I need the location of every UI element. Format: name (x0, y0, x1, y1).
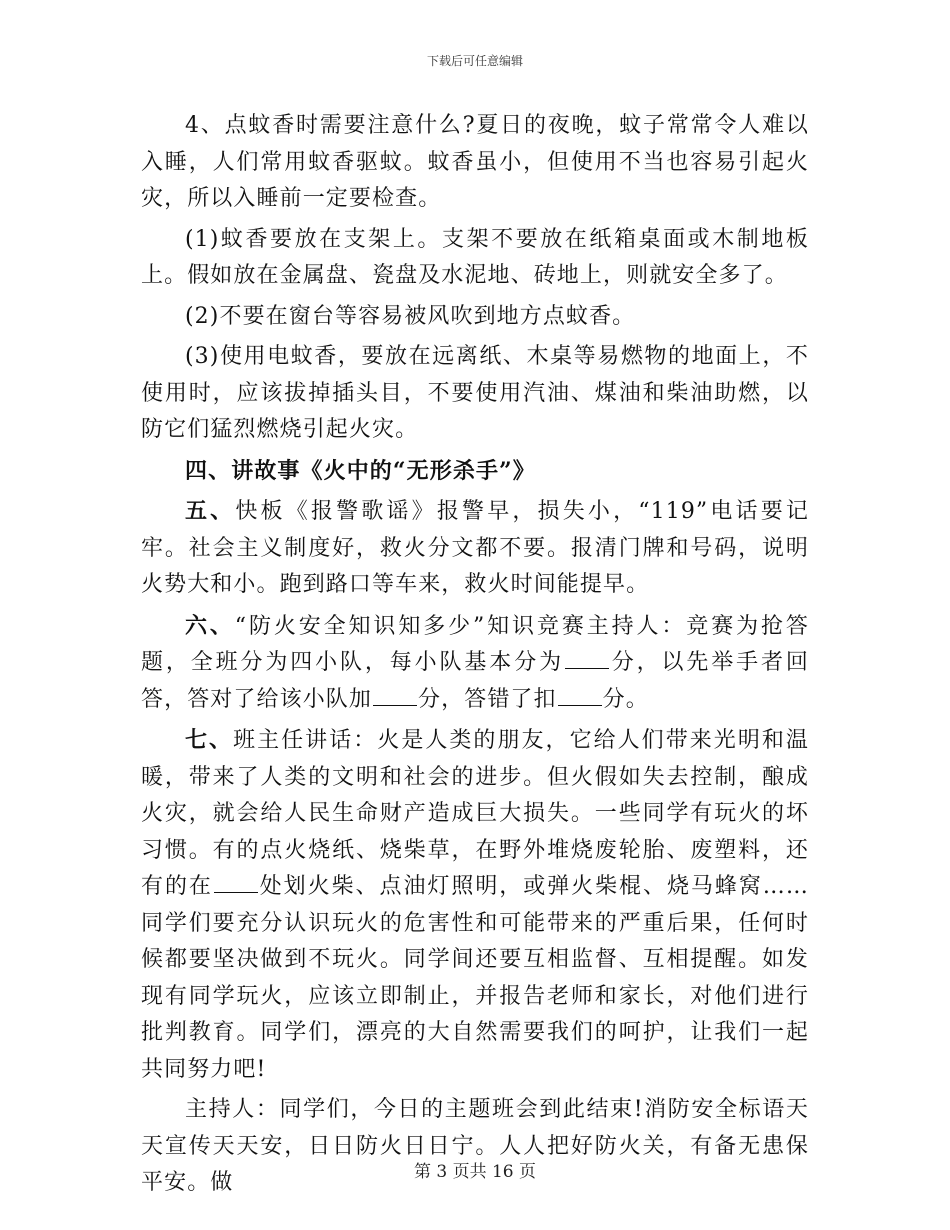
section-six-number: 六、 (185, 612, 235, 639)
section-six-text-a: “防火安全知识知多少”知识竞赛主持人：竞赛为抢答题，全班分为四小队，每小队基本分为 (141, 613, 809, 675)
section-seven-text-b: 处划火柴、点油灯照明，或弹火柴棍、烧马蜂窝……同学们要充分认识玩火的危害性和可能带来的严重后果，任何时候都要坚决做到不玩火。同学间还要互相监督、互相提醒。如发现有同学玩火，应该立即制止，并报告老师和家长，对他们进行批判教育。同学们，漂亮的大自然需要我们的呵护，让我们一起共同努力吧! (141, 874, 809, 1082)
paragraph-section-five (141, 493, 809, 604)
section-five-number: 五、 (185, 498, 236, 524)
paragraph-host-closing: 主持人：同学们，今日的主题班会到此结束!消防安全标语天天宣传天天安，日日防火日日宁。人人把好防火关，有备无患保平安。做 (141, 1097, 809, 1195)
paragraph-mosquito-coil-question: 4、点蚊香时需要注意什么?夏日的夜晚，蚊子常常令人难以入睡，人们常用蚊香驱蚊。蚊香虽小，但使用不当也容易引起火灾，所以入睡前一定要检查。 (141, 113, 809, 211)
section-six-text-b: 分，以先举手者回答，答对了给该小队加 (141, 650, 809, 712)
section-seven-text-a: 班主任讲话：火是人类的朋友，它给人们带来光明和温暖，带来了人类的文明和社会的进步。但火假如失去控制，酿成火灾，就会给人民生命财产造成巨大损失。一些同学有玩火的坏习惯。有的点火烧纸、烧柴草，在野外堆烧废轮胎、废塑料，还有的在 (141, 728, 809, 899)
paragraph-tip-3: (3)使用电蚊香，要放在远离纸、木桌等易燃物的地面上，不使用时，应该拔掉插头目，不要使用汽油、煤油和柴油助燃，以防它们猛烈燃烧引起火灾。 (141, 344, 809, 442)
section-heading-story: 四、讲故事《火中的“无形杀手”》 (185, 457, 536, 484)
blank-line (565, 650, 609, 669)
section-six-text-c: 分，答错了扣 (418, 686, 557, 712)
blank-line (214, 874, 258, 893)
paragraph-tip-1: (1)蚊香要放在支架上。支架不要放在纸箱桌面或木制地板上。假如放在金属盘、瓷盘及水泥地、砖地上，则就安全多了。 (141, 226, 809, 288)
paragraph-section-six (141, 608, 809, 719)
section-seven-number: 七、 (185, 727, 234, 753)
paragraph-section-seven (141, 722, 809, 1088)
page-footer: 第 3 页共 16 页 (413, 1162, 537, 1182)
document-body (141, 108, 809, 1202)
paragraph-tip-2: (2)不要在窗台等容易被风吹到地方点蚊香。 (185, 303, 636, 329)
blank-line (373, 687, 417, 706)
page-header: 下载后可任意编辑 (426, 54, 523, 68)
blank-line (558, 687, 602, 706)
section-six-text-d: 分。 (602, 686, 649, 712)
section-five-text: 快板《报警歌谣》报警早，损失小，“119”电话要记牢。社会主义制度好，救火分文都不要。报清门牌和号码，说明火势大和小。跑到路口等车来，救火时间能提早。 (141, 499, 809, 597)
